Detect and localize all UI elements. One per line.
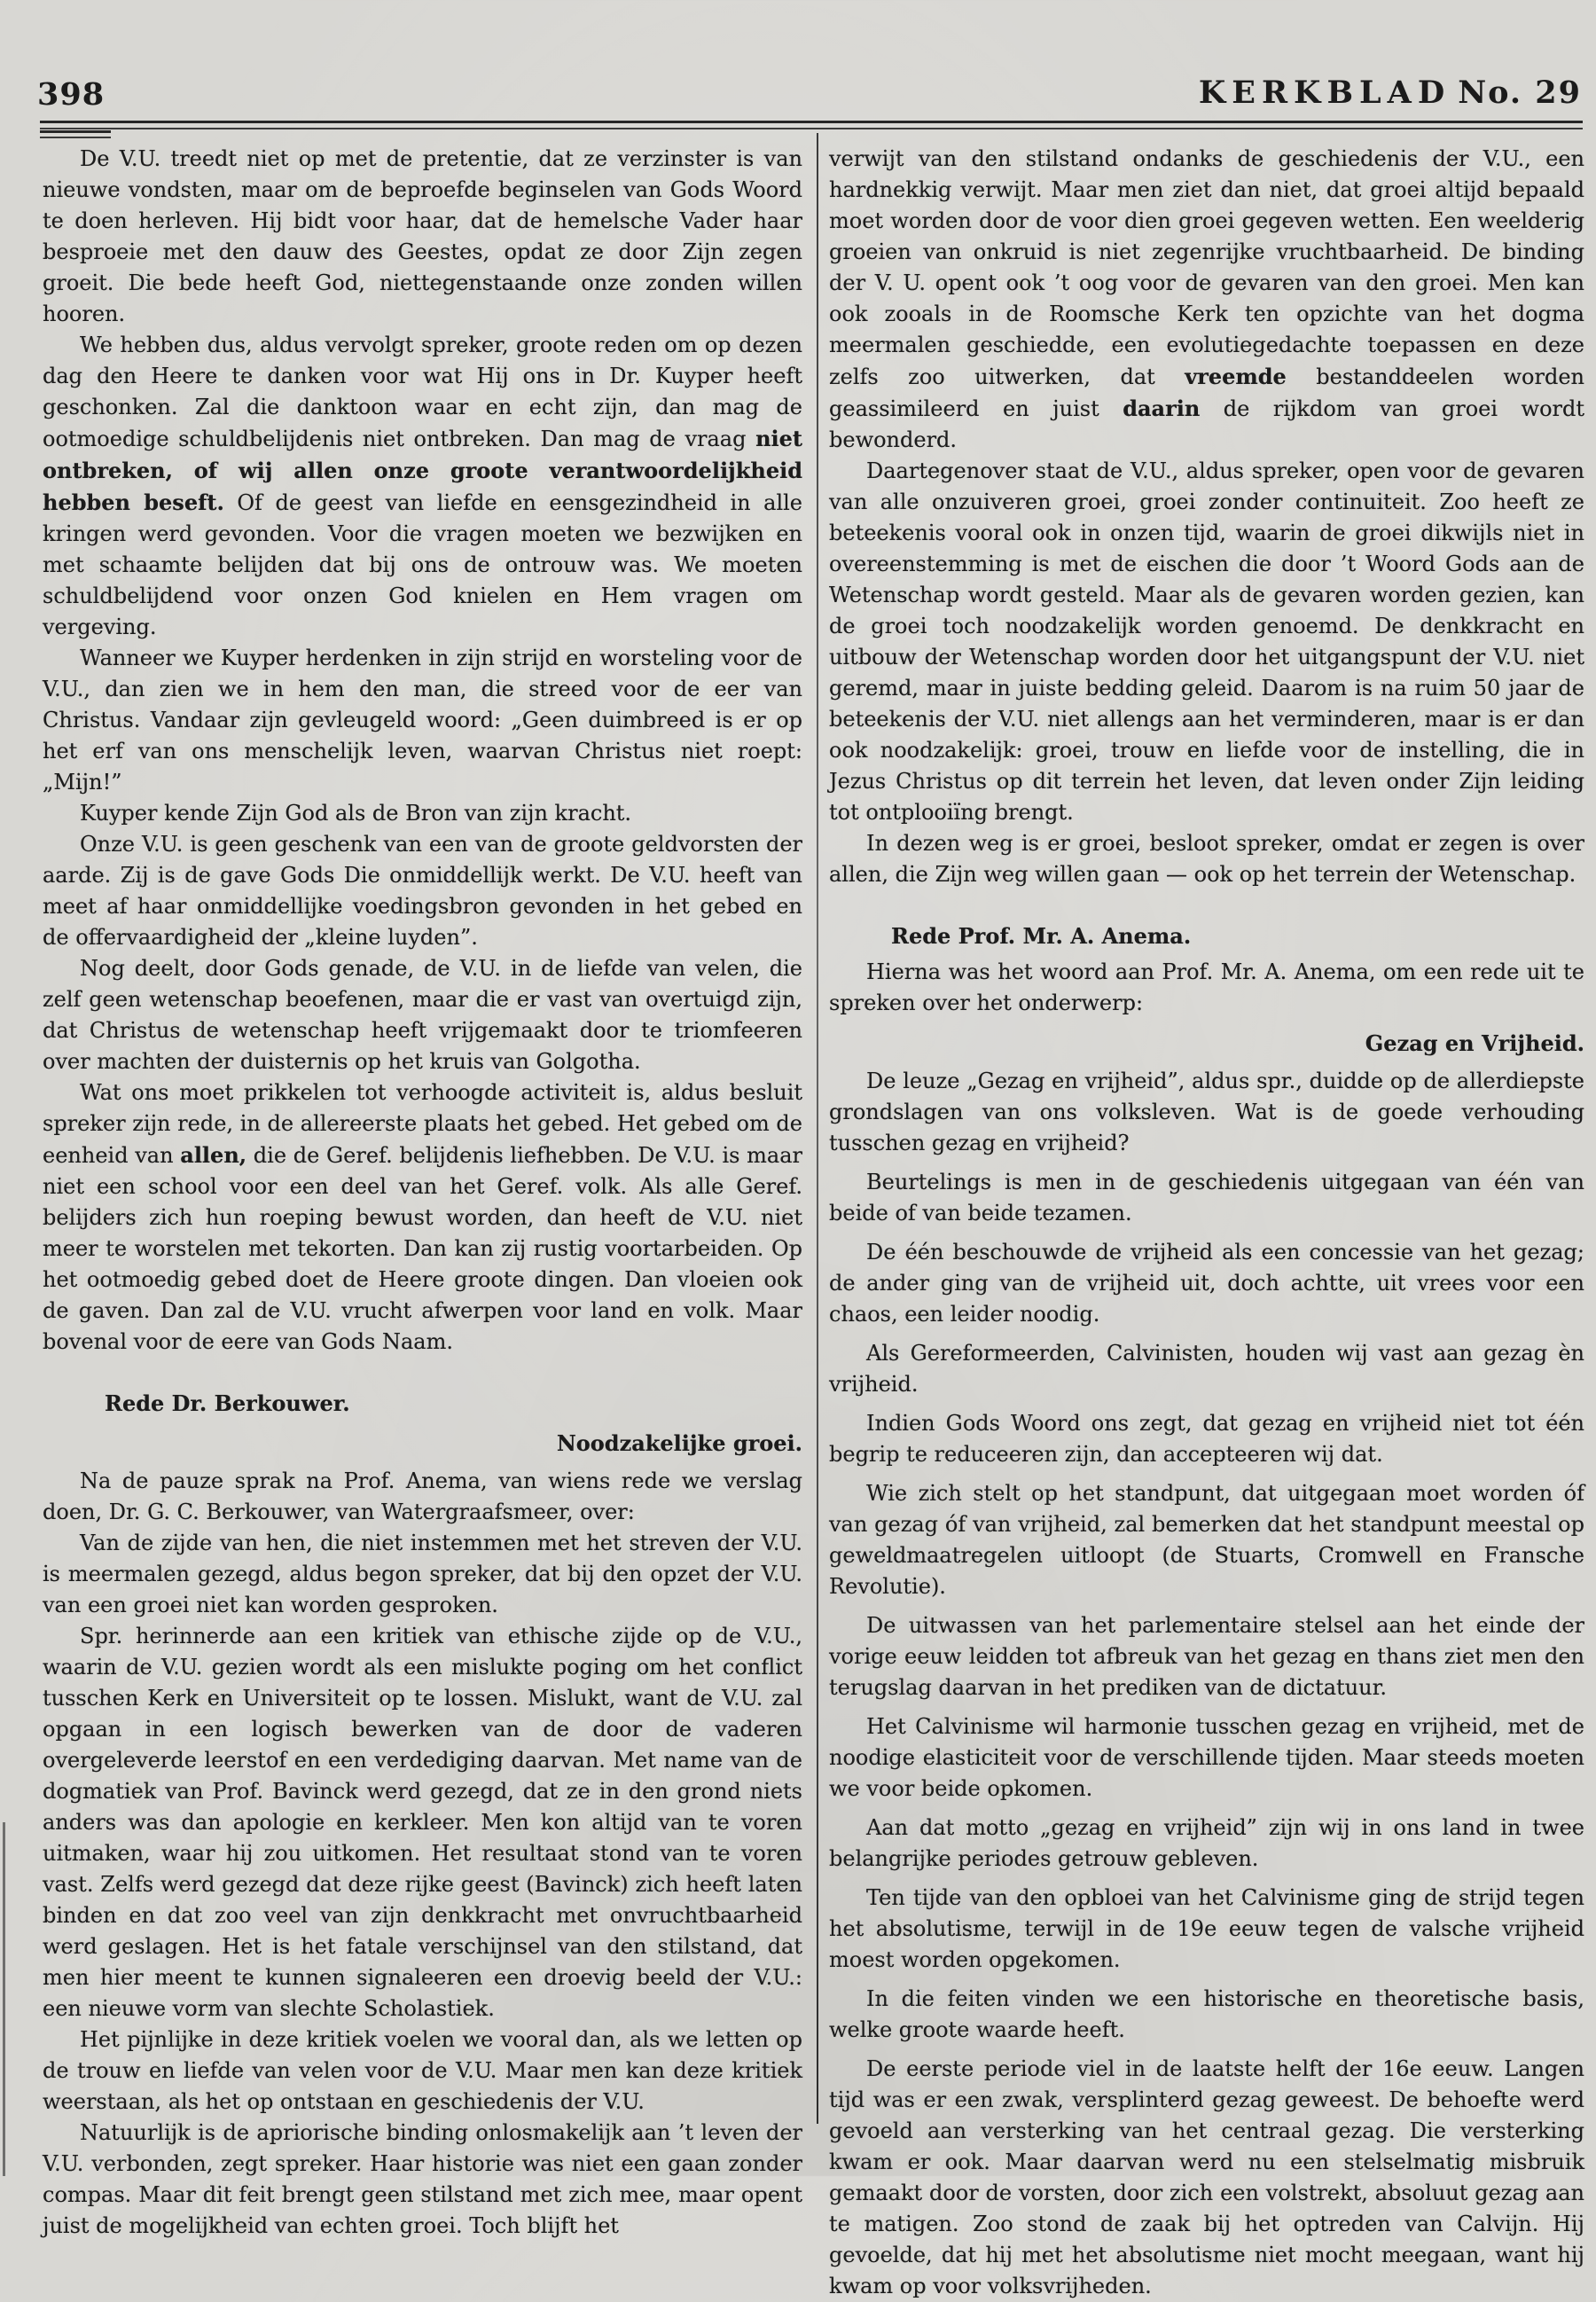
- body-text: Aan dat motto „gezag en vrijheid” zijn wij in ons land in twee belangrijke periodes getrouw gebleven.: [829, 1815, 1584, 1871]
- section-heading: [105, 1388, 802, 1419]
- body-text: We hebben dus, aldus vervolgt spreker, groote reden om op dezen dag den Heere te danken voor wat Hij ons in Dr. Kuyper heeft geschonken. Zal die danktoon waar en echt zijn, dan mag de ootmoedige schuldbelijdenis niet ontbreken. Dan mag de vraag: [43, 333, 802, 451]
- masthead-name: KERKBLAD: [1198, 74, 1451, 111]
- body-text: Indien Gods Woord ons zegt, dat gezag en vrijheid niet tot één begrip te reduceeren zijn, dan accepteeren wij dat.: [829, 1411, 1584, 1467]
- body-text: Het Calvinisme wil harmonie tusschen gezag en vrijheid, met de noodige elasticiteit voor de verschillende tijden. Maar steeds moeten we voor beide opkomen.: [829, 1714, 1584, 1801]
- paragraph: [829, 1237, 1584, 1330]
- body-text: De één beschouwde de vrijheid als een concessie van het gezag; de ander ging van de vrijheid uit, doch achtte, uit vrees voor een chaos, een leider noodig.: [829, 1240, 1584, 1327]
- page-number-underline: [40, 130, 111, 138]
- body-text: verwijt van den stilstand ondanks de geschiedenis der V.U., een hardnekkig verwijt. Maar men ziet dan niet, dat groei altijd bepaald moet worden door de voor dien groei gegeven wetten. Een weelderig groeien van onkruid is niet zegenrijke vruchtbaarheid. De binding der V. U. opent ook ’t oog voor de gevaren van den groei. Men kan ook zooals in de Roomsche Kerk ten opzichte van het dogma meermalen geschiedde, een evolutiegedachte toepassen en deze zelfs zoo uitwerken, dat: [829, 146, 1584, 389]
- body-text: Beurtelings is men in de geschiedenis uitgegaan van één van beide of van beide tezamen.: [829, 1170, 1584, 1225]
- paragraph: [43, 1528, 802, 1621]
- emphasized-text: vreemde: [1185, 364, 1287, 389]
- paragraph: [43, 2024, 802, 2118]
- paragraph: [829, 2054, 1584, 2302]
- body-text: Rede Dr. Berkouwer.: [105, 1390, 350, 1416]
- paragraph: [829, 1883, 1584, 1976]
- body-text: Wanneer we Kuyper herdenken in zijn strijd en worsteling voor de V.U., dan zien we in hem den man, die streed voor de eer van Christus. Vandaar zijn gevleugeld woord: „Geen duimbreed is er op het erf van ons menschelijk leven, waarvan Christus niet roept: „Mijn!”: [43, 646, 802, 795]
- body-text: Noodzakelijke groei.: [556, 1430, 802, 1456]
- body-text: Nog deelt, door Gods genade, de V.U. in de liefde van velen, die zelf geen wetenschap beoefenen, maar die er vast van overtuigd zijn, dat Christus de wetenschap heeft vrijgemaakt door te triomfeeren over machten der duisternis op het kruis van Golgotha.: [43, 956, 802, 1074]
- paragraph: [829, 957, 1584, 1019]
- paragraph: [829, 1338, 1584, 1400]
- paragraph: [829, 1711, 1584, 1805]
- body-text: De uitwassen van het parlementaire stelsel aan het einde der vorige eeuw leidden tot afbreuk van het gezag en thans ziet men den terugslag daarvan in het prediken van de dictatuur.: [829, 1613, 1584, 1700]
- body-text: Rede Prof. Mr. A. Anema.: [891, 923, 1192, 949]
- body-text: De leuze „Gezag en vrijheid”, aldus spr., duidde op de allerdiepste grondslagen van ons volksleven. Wat is de goede verhouding tusschen gezag en vrijheid?: [829, 1069, 1584, 1155]
- body-text: De V.U. treedt niet op met de pretentie, dat ze verzinster is van nieuwe vondsten, maar om de beproefde beginselen van Gods Woord te doen herleven. Hij bidt voor haar, dat de hemelsche Vader haar besproeie met den dauw des Geestes, opdat ze door Zijn zegen groeit. Die bede heeft God, niettegenstaande onze zonden willen hooren.: [43, 146, 802, 326]
- paragraph: [829, 1984, 1584, 2046]
- paragraph: [829, 1478, 1584, 1602]
- body-text: Hierna was het woord aan Prof. Mr. A. Anema, om een rede uit te spreken over het onderwerp:: [829, 959, 1584, 1015]
- body-text: Gezag en Vrijheid.: [1365, 1030, 1584, 1056]
- body-text: In die feiten vinden we een historische en theoretische basis, welke groote waarde heeft.: [829, 1986, 1584, 2042]
- header-rule: [40, 121, 1583, 129]
- body-text: bestanddeelen worden geassimileerd en juist: [829, 364, 1584, 421]
- column-divider-rule: [817, 133, 818, 2124]
- paragraph: [43, 1466, 802, 1528]
- body-text: De eerste periode viel in de laatste helft der 16e eeuw. Langen tijd was er een zwak, versplinterd gezag geweest. De behoefte werd gevoeld aan versterking van het centraal gezag. Die versterking kwam er ook. Maar daarvan werd nu een stelselmatig misbruik gemaakt door de vorsten, door zich een volstrekt, absoluut gezag aan te matigen. Zoo stond de zaak bij het optreden van Calvijn. Hij gevoelde, dat hij met het absolutisme niet mocht meegaan, want hij kwam op voor volksvrijheden.: [829, 2056, 1584, 2298]
- paragraph: [43, 953, 802, 1077]
- emphasized-text: allen,: [180, 1142, 247, 1168]
- paragraph: [829, 144, 1584, 456]
- masthead-title: [1199, 74, 1582, 111]
- right-column: [829, 144, 1584, 2302]
- paragraph: [43, 144, 802, 330]
- emphasized-text: daarin: [1123, 395, 1201, 421]
- subject-heading: [829, 1028, 1584, 1059]
- paragraph: [43, 643, 802, 798]
- paragraph: [43, 829, 802, 953]
- body-text: Wie zich stelt op het standpunt, dat uitgegaan moet worden óf van gezag óf van vrijheid, zal bemerken dat het standpunt meestal op geweldmaatregelen uitloopt (de Stuarts, Cromwell en Fransche Revolutie).: [829, 1481, 1584, 1599]
- body-text: Wat ons moet prikkelen tot verhoogde activiteit is, aldus besluit spreker zijn rede, in de allereerste plaats het gebed. Het gebed om de eenheid van: [43, 1080, 802, 1168]
- masthead-issue-number: No. 29: [1458, 74, 1582, 111]
- body-text: die de Geref. belijdenis liefhebben. De V.U. is maar niet een school voor een deel van het Geref. volk. Als alle Geref. belijders zich hun roeping bewust worden, dan heeft de V.U. niet meer te worstelen met tekorten. Dan kan zij rustig voortarbeiden. Op het ootmoedig gebed doet de Heere groote dingen. Dan vloeien ook de gaven. Dan zal de V.U. vrucht afwerpen voor land en volk. Maar bovenal voor de eere van Gods Naam.: [43, 1143, 802, 1354]
- body-text: de rijkdom van groei wordt bewonderd.: [829, 396, 1585, 452]
- paragraph: [829, 1813, 1584, 1875]
- body-text: Onze V.U. is geen geschenk van een van de groote geldvorsten der aarde. Zij is de gave Gods Die onmiddellijk werkt. De V.U. heeft van meet af haar onmiddellijke voedingsbron gevonden in het gebed en de offervaardigheid der „kleine luyden”.: [43, 832, 802, 950]
- paragraph: [829, 1610, 1584, 1703]
- body-text: Het pijnlijke in deze kritiek voelen we vooral dan, als we letten op de trouw en liefde van velen voor de V.U. Maar men kan deze kritiek weerstaan, als het op ontstaan en geschiedenis der V.U.: [43, 2027, 802, 2114]
- paragraph: [829, 1167, 1584, 1229]
- paragraph: [829, 828, 1584, 890]
- paragraph: [829, 456, 1584, 828]
- left-column: [43, 144, 802, 2242]
- body-text: Ten tijde van den opbloei van het Calvinisme ging de strijd tegen het absolutisme, terwijl in de 19e eeuw tegen de valsche vrijheid moest worden opgekomen.: [829, 1885, 1584, 1972]
- subject-heading: [43, 1428, 802, 1459]
- section-heading: [891, 920, 1584, 951]
- body-text: Daartegenover staat de V.U., aldus spreker, open voor de gevaren van alle onzuiveren groei, groei zonder continuiteit. Zoo heeft ze beteekenis vooral ook in onzen tijd, waarin de groei dikwijls niet in overeenstemming is met de eischen die door ’t Woord Gods aan de Wetenschap wordt gesteld. Maar als de gevaren worden gezien, kan de groei toch noodzakelijk worden genoemd. De denkkracht en uitbouw der Wetenschap worden door het uitgangspunt der V.U. niet geremd, maar in juiste bedding geleid. Daarom is na ruim 50 jaar de beteekenis der V.U. niet allengs aan het verminderen, maar is er dan ook noodzakelijk: groei, trouw en liefde voor de instelling, die in Jezus Christus op dit terrein het leven, dat leven onder Zijn leiding tot ontplooiïng brengt.: [829, 458, 1584, 825]
- body-text: In dezen weg is er groei, besloot spreker, omdat er zegen is over allen, die Zijn weg willen gaan — ook op het terrein der Wetenschap.: [829, 831, 1584, 887]
- body-text: Of de geest van liefde en eensgezindheid in alle kringen werd gevonden. Voor die vragen moeten we bezwijken en met schaamte belijden dat bij ons de ontrouw was. We moeten schuldbelijdend voor onzen God knielen en Hem vragen om vergeving.: [43, 490, 803, 639]
- paragraph: [43, 2118, 802, 2242]
- paragraph: [829, 1066, 1584, 1159]
- body-text: Als Gereformeerden, Calvinisten, houden wij vast aan gezag èn vrijheid.: [829, 1341, 1584, 1397]
- paragraph: [43, 330, 802, 643]
- paragraph: [43, 798, 802, 829]
- paragraph: [829, 1408, 1584, 1470]
- body-text: Kuyper kende Zijn God als de Bron van zijn kracht.: [80, 801, 632, 826]
- emphasized-text: niet ontbreken, of wij allen onze groote verantwoordelijkheid hebben beseft.: [43, 426, 802, 515]
- paragraph: [43, 1077, 802, 1358]
- page-number: 398: [37, 76, 106, 113]
- body-text: Na de pauze sprak na Prof. Anema, van wiens rede we verslag doen, Dr. G. C. Berkouwer, van Watergraafsmeer, over:: [43, 1468, 802, 1524]
- paragraph: [43, 1621, 802, 2024]
- body-text: Natuurlijk is de apriorische binding onlosmakelijk aan ’t leven der V.U. verbonden, zegt spreker. Haar historie was niet een gaan zonder compas. Maar dit feit brengt geen stilstand met zich mee, maar opent juist de mogelijkheid van echten groei. Toch blijft het: [43, 2120, 802, 2238]
- body-text: Van de zijde van hen, die niet instemmen met het streven der V.U. is meermalen gezegd, aldus begon spreker, dat bij den opzet der V.U. van een groei niet kan worden gesproken.: [43, 1531, 802, 1617]
- body-text: Spr. herinnerde aan een kritiek van ethische zijde op de V.U., waarin de V.U. gezien wordt als een mislukte poging om het conflict tusschen Kerk en Universiteit op te lossen. Mislukt, want de V.U. zal opgaan in een logisch bewerken van de door de vaderen overgeleverde leerstof en een verdediging daarvan. Met name van de dogmatiek van Prof. Bavinck werd gezegd, dat ze in den grond niets anders was dan apologie en kerkleer. Men kon altijd van te voren uitmaken, waar hij zou uitkomen. Het resultaat stond van te voren vast. Zelfs werd gezegd dat deze rijke geest (Bavinck) zich heeft laten binden en dat zoo veel van zijn denkkracht met onvruchtbaarheid werd geslagen. Het is het fatale verschijnsel van den stilstand, dat men hier meent te kunnen signaleeren een droevig beeld der V.U.: een nieuwe vorm van slechte Scholastiek.: [43, 1624, 802, 2021]
- scan-edge-artifact: [3, 1822, 5, 2176]
